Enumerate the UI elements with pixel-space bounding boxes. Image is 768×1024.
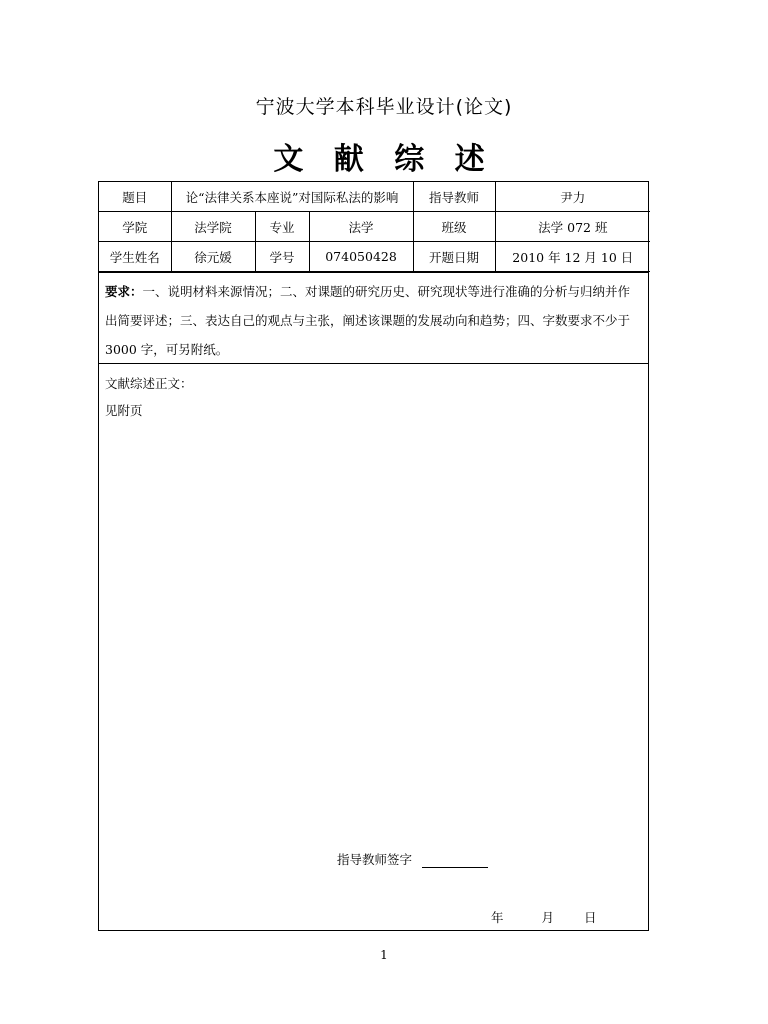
info-table: [99, 182, 650, 272]
student-name-value: 徐元媛: [171, 242, 255, 272]
table-row: [99, 242, 650, 272]
advisor-signature: [337, 850, 488, 868]
student-id-value: 074050428: [309, 242, 413, 272]
signature-date: [491, 908, 596, 926]
review-body-label: 文献综述正文：: [105, 376, 193, 391]
table-row: [99, 182, 650, 212]
college-label: 学院: [99, 212, 171, 242]
advisor-label: 指导教师: [413, 182, 495, 212]
advisor-value: 尹力: [495, 182, 650, 212]
topic-value: 论“法律关系本座说”对国际私法的影响: [171, 182, 413, 212]
page-title: 文 献 综 述: [273, 142, 495, 177]
major-value: 法学: [309, 212, 413, 242]
requirements-text: 一、说明材料来源情况；二、对课题的研究历史、研究现状等进行准确的分析与归纳并作出简要评述；三、表达自己的观点与主张，阐述该课题的发展动向和趋势；四、字数要求不少于 3000 字，可另附纸。: [105, 284, 631, 357]
signature-label: 指导教师签字: [337, 852, 413, 867]
topic-label: 题目: [99, 182, 171, 212]
major-label: 专业: [255, 212, 309, 242]
review-body-content: 见附页: [105, 403, 143, 418]
year-label: 年: [491, 910, 504, 925]
day-label: 日: [583, 910, 597, 925]
review-body-section: [99, 364, 648, 430]
student-id-label: 学号: [255, 242, 309, 272]
page-number: 1: [380, 948, 388, 962]
month-label: 月: [541, 910, 554, 925]
college-value: 法学院: [171, 212, 255, 242]
table-row: [99, 212, 650, 242]
class-value: 法学 072 班: [495, 212, 650, 242]
literature-review-form: [98, 181, 649, 931]
class-label: 班级: [413, 212, 495, 242]
start-date-label: 开题日期: [413, 242, 495, 272]
requirements-section: [99, 272, 648, 364]
requirements-label: 要求：: [105, 284, 143, 299]
student-name-label: 学生姓名: [99, 242, 171, 272]
signature-line[interactable]: [422, 853, 488, 868]
university-title: 宁波大学本科毕业设计(论文): [255, 96, 513, 118]
start-date-value: 2010 年 12 月 10 日: [495, 242, 650, 272]
